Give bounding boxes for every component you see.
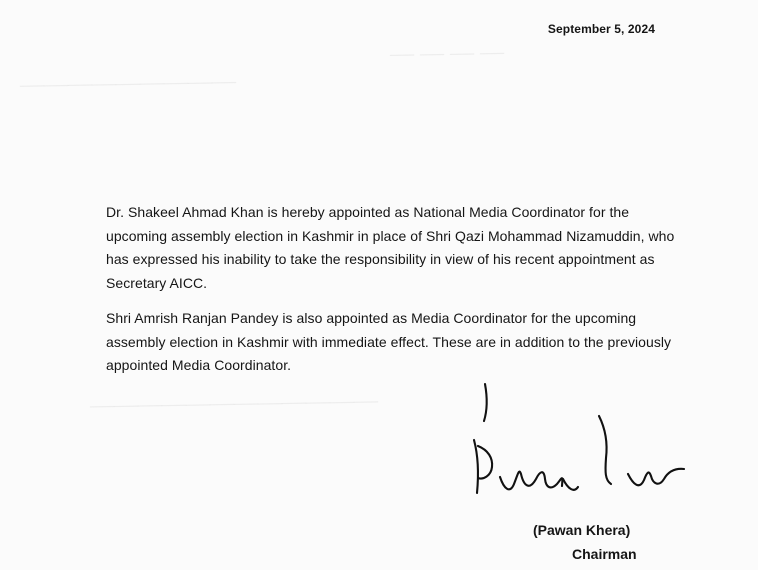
letter-date: September 5, 2024 [547,22,655,36]
paper-bleed-texture: — — — — [389,39,505,67]
handwritten-signature [454,376,714,516]
paper-bleed-texture: ———————————— [89,387,379,419]
signature-ink [454,376,714,516]
paper-bleed-texture: ————————— [19,68,237,98]
signer-name: (Pawan Khera) [533,522,631,538]
paragraph-appointment-national: Dr. Shakeel Ahmad Khan is hereby appointed as National Media Coordinator for the upcoming assembly election in Kashmir in place of Shri Qazi Mohammad Nizamuddin, who has expressed his inability to take the responsibility in view of his recent appointment as Secretary AICC. [106,204,675,291]
signer-title: Chairman [572,546,637,562]
letter-body [106,201,676,390]
paragraph-appointment-additional: Shri Amrish Ranjan Pandey is also appointed as Media Coordinator for the upcoming assembly election in Kashmir with immediate effect. These are in addition to the previously appointed Media Coordinator. [106,310,672,373]
